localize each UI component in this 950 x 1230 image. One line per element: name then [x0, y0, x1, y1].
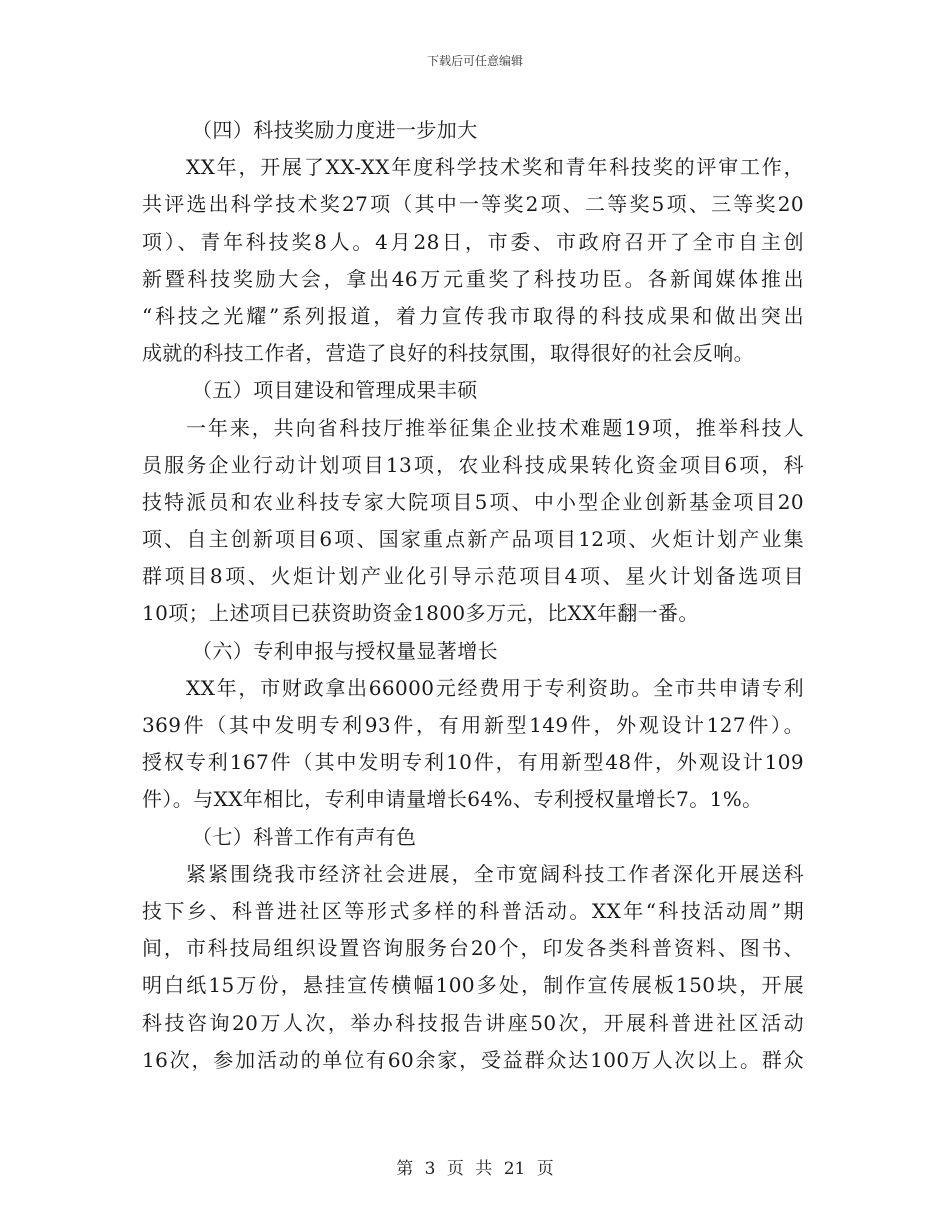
section-heading-6: （六）专利申报与授权量显著增长	[192, 638, 498, 663]
document-body	[142, 112, 804, 1079]
section-heading-7: （七）科普工作有声有色	[192, 824, 417, 849]
paragraph-line: 项）、青年科技奖8人。4月28日，市委、市政府召开了全市自主创	[142, 229, 804, 254]
paragraph-line: 项、自主创新项目6项、国家重点新产品项目12项、火炬计划产业集	[142, 527, 804, 552]
section-heading-4: （四）科技奖励力度进一步加大	[192, 118, 478, 142]
paragraph-line: 成就的科技工作者，营造了良好的科技氛围，取得很好的社会反响。	[142, 341, 754, 366]
paragraph-line: 一年来，共向省科技厅推举征集企业技术难题19项，推举科技人	[186, 415, 804, 440]
paragraph-line: “科技之光耀”系列报道，着力宣传我市取得的科技成果和做出突出	[142, 303, 804, 328]
paragraph-line: 间，市科技局组织设置咨询服务台20个，印发各类科普资料、图书、	[142, 936, 804, 961]
paragraph-line: 明白纸15万份，悬挂宣传横幅100多处，制作宣传展板150块，开展	[142, 973, 804, 998]
paragraph-line: 16次，参加活动的单位有60余家，受益群众达100万人次以上。群众	[142, 1047, 804, 1072]
paragraph-line: 369件（其中发明专利93件，有用新型149件，外观设计127件）。	[142, 713, 804, 737]
paragraph-line: 科技咨询20万人次，举办科技报告讲座50次，开展科普进社区活动	[142, 1010, 804, 1035]
paragraph-line: 紧紧围绕我市经济社会进展，全市宽阔科技工作者深化开展送科	[186, 861, 804, 886]
paragraph-line: 群项目8项、火炬计划产业化引导示范项目4项、星火计划备选项目	[142, 564, 804, 589]
paragraph-line: XX年，开展了XX-XX年度科学技术奖和青年科技奖的评审工作，	[186, 155, 804, 180]
paragraph-line: 技下乡、科普进社区等形式多样的科普活动。XX年“科技活动周”期	[142, 898, 804, 923]
paragraph-line: 件）。与XX年相比，专利申请量增长64%、专利授权量增长7。1%。	[142, 787, 763, 812]
paragraph-line: 共评选出科学技术奖27项（其中一等奖2项、二等奖5项、三等奖20	[142, 192, 804, 217]
paragraph-line: 授权专利167件（其中发明专利10件，有用新型48件，外观设计109	[142, 750, 804, 775]
page-number-footer: 第 3 页 共 21 页	[396, 1159, 554, 1179]
page-header: 下载后可任意编辑	[426, 54, 523, 68]
section-heading-5: （五）项目建设和管理成果丰硕	[192, 378, 478, 403]
paragraph-line: 技特派员和农业科技专家大院项目5项、中小型企业创新基金项目20	[142, 489, 804, 514]
paragraph-line: 10项；上述项目已获资助资金1800多万元，比XX年翻一番。	[142, 601, 699, 626]
paragraph-line: 员服务企业行动计划项目13项，农业科技成果转化资金项目6项，科	[142, 452, 804, 477]
paragraph-line: 新暨科技奖励大会，拿出46万元重奖了科技功臣。各新闻媒体推出	[142, 266, 804, 291]
paragraph-line: XX年，市财政拿出66000元经费用于专利资助。全市共申请专利	[186, 675, 804, 700]
